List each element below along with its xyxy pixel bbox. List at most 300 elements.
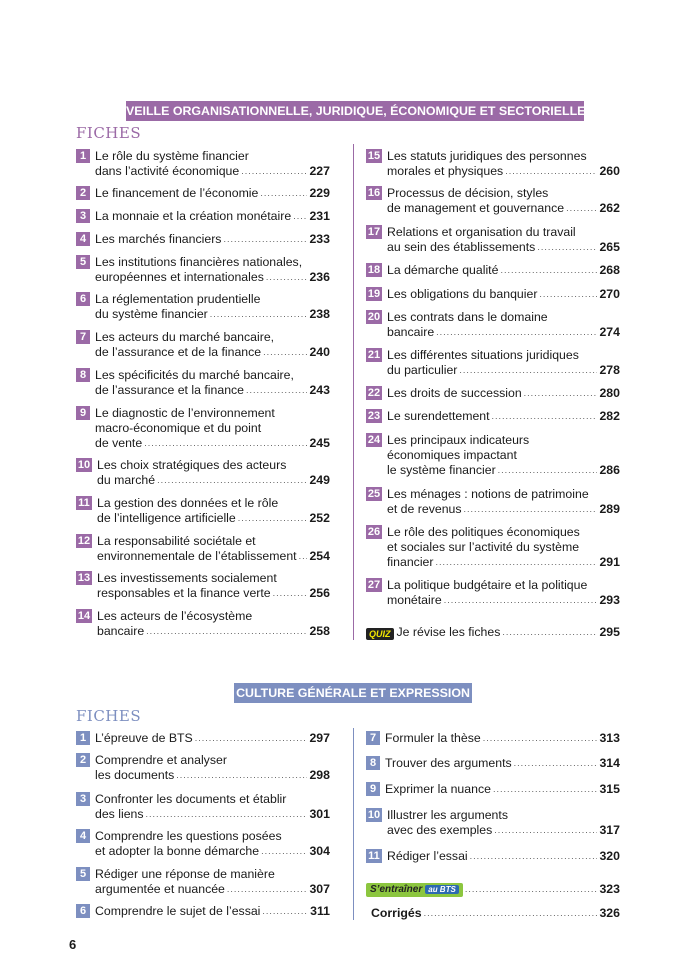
toc-entry[interactable]: [76, 186, 330, 201]
fiche-title-text: Le rôle du système financier: [95, 149, 249, 163]
fiche-title-text: bancaire: [97, 624, 145, 638]
toc-entry[interactable]: [366, 525, 620, 570]
fiche-title-text: L’épreuve de BTS: [95, 731, 193, 745]
dot-leader: [498, 463, 598, 478]
fiche-title-line: [95, 731, 330, 746]
fiche-title-text: Rédiger une réponse de manière: [95, 867, 275, 881]
fiche-number-badge: 21: [367, 349, 381, 361]
toc-entry[interactable]: [76, 406, 330, 451]
fiche-title: [95, 731, 330, 746]
section2-banner: CULTURE GÉNÉRALE ET EXPRESSION: [234, 683, 472, 703]
toc-entry[interactable]: [366, 578, 620, 608]
toc-entry[interactable]: [76, 292, 330, 322]
fiche-title: [387, 849, 620, 864]
fiche-title-text: Le diagnostic de l’environnement: [95, 406, 275, 420]
dot-leader: [299, 549, 308, 564]
fiche-title-line: [387, 409, 620, 424]
fiche-title-line: [95, 792, 330, 807]
fiche-title-text: Les marchés financiers: [95, 232, 222, 246]
toc-entry[interactable]: [366, 263, 620, 278]
fiche-title: [95, 330, 330, 360]
fiche-title-text: Les institutions financières nationales,: [95, 255, 303, 269]
dot-leader: [266, 270, 308, 285]
fiche-number-badge: 7: [76, 330, 90, 344]
page-reference: 313: [599, 731, 620, 745]
fiche-title-text: avec des exemples: [387, 823, 493, 837]
page-reference: 282: [599, 409, 620, 423]
fiche-title-text: Les acteurs du marché bancaire,: [95, 330, 275, 344]
toc-entry[interactable]: [76, 534, 330, 564]
fiche-number-badge: 10: [77, 459, 91, 471]
fiche-title: [95, 232, 330, 247]
fiche-title-text: Processus de décision, styles: [387, 186, 549, 200]
fiche-title-text: de l’assurance et la finance: [95, 383, 245, 397]
quiz-entry[interactable]: [366, 625, 620, 640]
fiche-number-badge: 1: [76, 149, 90, 163]
fiche-title-text: Le financement de l’économie: [95, 186, 259, 200]
fiche-number-badge: 23: [367, 410, 381, 422]
section1-banner: VEILLE ORGANISATIONNELLE, JURIDIQUE, ÉCONOMIQUE ET SECTORIELLE: [126, 101, 584, 121]
toc-entry[interactable]: [366, 386, 620, 401]
dot-leader: [435, 555, 597, 570]
fiche-title-line: [97, 511, 330, 526]
fiche-title-line: [387, 287, 620, 302]
page-reference: 298: [309, 768, 330, 782]
dot-leader: [246, 383, 307, 398]
fiche-title-line: [95, 232, 330, 247]
page-reference: 291: [599, 555, 620, 569]
toc-entry[interactable]: [76, 330, 330, 360]
dot-leader: [537, 240, 597, 255]
fiche-title-text: de vente: [95, 436, 143, 450]
entrainer-line: [366, 882, 620, 897]
fiche-number-badge: 19: [367, 288, 381, 300]
fiche-number-badge: 12: [77, 535, 91, 547]
page-reference: 262: [599, 201, 620, 215]
fiche-number-badge: 16: [367, 187, 381, 199]
page-reference: 236: [309, 270, 330, 284]
fiche-title-line: [95, 149, 330, 164]
toc-entry[interactable]: [76, 867, 330, 897]
fiche-number-badge: 18: [367, 264, 381, 276]
toc-entry[interactable]: [76, 792, 330, 822]
page-reference: 249: [309, 473, 330, 487]
fiche-number-badge: 6: [76, 904, 90, 918]
fiche-number-badge: 6: [76, 292, 90, 306]
toc-entry[interactable]: [366, 487, 620, 517]
toc-entry[interactable]: [366, 348, 620, 378]
page-reference: 265: [599, 240, 620, 254]
fiche-title-text: Relations et organisation du travail: [387, 225, 576, 239]
fiche-title-line: [95, 345, 330, 360]
fiche-title-text: Comprendre le sujet de l’essai: [95, 904, 261, 918]
fiche-title-text: Exprimer la nuance: [385, 782, 491, 796]
corriges-entry[interactable]: [371, 906, 620, 921]
dot-leader: [241, 164, 307, 179]
fiche-number-badge: 13: [77, 572, 91, 584]
dot-leader: [223, 232, 307, 247]
dot-leader: [464, 502, 598, 517]
fiche-title: [385, 756, 620, 771]
dot-leader: [293, 209, 307, 224]
toc-entry[interactable]: [76, 753, 330, 783]
dot-leader: [195, 731, 308, 746]
toc-entry[interactable]: [76, 209, 330, 224]
toc-entry[interactable]: [366, 782, 620, 797]
fiche-title-text: les documents: [95, 768, 175, 782]
dot-leader: [210, 307, 308, 322]
fiche-title: [97, 496, 330, 526]
toc-entry[interactable]: [76, 149, 330, 179]
fiche-title-line: [95, 406, 330, 421]
fiche-title-text: Comprendre les questions posées: [95, 829, 282, 843]
page-number: 6: [69, 937, 77, 952]
fiche-title-line: [385, 756, 620, 771]
toc-entry[interactable]: [366, 186, 620, 216]
fiche-number-badge: 3: [76, 792, 90, 806]
toc-entry[interactable]: [366, 756, 620, 771]
dot-leader: [146, 807, 308, 822]
page-reference: 274: [599, 325, 620, 339]
fiche-title-line: [387, 225, 620, 240]
page-reference: 240: [309, 345, 330, 359]
page-reference: 315: [599, 782, 620, 796]
page-reference: 280: [599, 386, 620, 400]
fiche-title-line: [385, 782, 620, 797]
toc-entry[interactable]: [76, 731, 330, 746]
entrainer-badge-sub: au BTS: [425, 885, 459, 894]
dot-leader: [483, 731, 598, 746]
fiche-number-badge: 22: [367, 387, 381, 399]
section1-divider: [353, 144, 354, 640]
fiche-number-badge: 26: [367, 526, 381, 538]
fiche-title-text: Le rôle des politiques économiques: [387, 525, 580, 539]
fiche-title-text: des liens: [95, 807, 144, 821]
fiche-title-line: [95, 421, 330, 436]
page-reference: 311: [310, 904, 330, 918]
fiche-title-line: [387, 201, 620, 216]
page-reference: 293: [599, 593, 620, 607]
fiche-title-text: La gestion des données et le rôle: [97, 496, 279, 510]
fiche-number-badge: 27: [367, 579, 381, 591]
quiz-line: [366, 625, 620, 640]
section2-divider: [353, 728, 354, 920]
fiche-number-badge: 11: [76, 496, 92, 510]
toc-entry[interactable]: [76, 609, 330, 639]
toc-entry[interactable]: [366, 310, 620, 340]
dot-leader: [500, 263, 597, 278]
corriges-label: Corrigés: [371, 906, 422, 920]
toc-entry[interactable]: [76, 904, 330, 919]
toc-entry[interactable]: [76, 829, 330, 859]
fiche-title-line: [387, 555, 620, 570]
fiche-title: [385, 731, 620, 746]
fiche-title-line: [95, 882, 330, 897]
fiche-title-line: [387, 310, 620, 325]
fiche-number-badge: 8: [366, 756, 380, 770]
fiche-title-text: Les statuts juridiques des personnes: [387, 149, 587, 163]
fiche-number-badge: 5: [76, 867, 90, 881]
fiche-title-line: [97, 609, 330, 624]
dot-leader: [436, 325, 597, 340]
fiche-title-line: [387, 463, 620, 478]
fiche-number-badge: 10: [367, 809, 381, 821]
fiche-title-line: [97, 458, 330, 473]
dot-leader: [524, 386, 598, 401]
fiche-title: [95, 904, 330, 919]
fiche-title-line: [387, 578, 620, 593]
fiche-title-line: [387, 502, 620, 517]
fiche-title: [95, 209, 330, 224]
dot-leader: [424, 906, 598, 921]
fiche-title: [95, 368, 330, 398]
toc-entry[interactable]: [366, 225, 620, 255]
fiche-title-text: La monnaie et la création monétaire: [95, 209, 292, 223]
fiche-title: [387, 348, 620, 378]
dot-leader: [459, 363, 597, 378]
page-reference: 227: [309, 164, 330, 178]
fiche-title-line: [97, 624, 330, 639]
fiche-number-badge: 11: [366, 849, 382, 863]
fiche-title: [97, 609, 330, 639]
page-reference: 320: [599, 849, 620, 863]
fiche-title-text: Les investissements socialement: [97, 571, 277, 585]
fiche-title-line: [387, 808, 620, 823]
fiche-title-line: [97, 496, 330, 511]
toc-entry[interactable]: [366, 808, 620, 838]
toc-entry[interactable]: [76, 232, 330, 247]
page-reference: 297: [309, 731, 330, 745]
fiche-number-badge: 20: [367, 311, 381, 323]
dot-leader: [260, 186, 307, 201]
fiche-title-line: [95, 164, 330, 179]
toc-entry[interactable]: [76, 458, 330, 488]
dot-leader: [514, 756, 598, 771]
fiche-title-text: de l’intelligence artificielle: [97, 511, 236, 525]
page-reference: 307: [309, 882, 330, 896]
fiche-title-line: [95, 186, 330, 201]
fiche-title-line: [387, 240, 620, 255]
fiche-title-text: Rédiger l’essai: [387, 849, 468, 863]
fiche-number-badge: 2: [76, 753, 90, 767]
fiche-title: [95, 186, 330, 201]
fiche-title-line: [95, 255, 330, 270]
page-reference: 289: [599, 502, 620, 516]
fiche-title: [95, 867, 330, 897]
page-reference: 258: [309, 624, 330, 638]
fiche-title-line: [95, 383, 330, 398]
fiche-title-text: de management et gouvernance: [387, 201, 565, 215]
fiche-title-line: [95, 330, 330, 345]
dot-leader: [566, 201, 597, 216]
fiche-title-line: [387, 448, 620, 463]
fiche-number-badge: 5: [76, 255, 90, 269]
fiche-title: [95, 792, 330, 822]
fiche-number-badge: 4: [76, 232, 90, 246]
fiche-title-text: Trouver des arguments: [385, 756, 512, 770]
fiche-title: [387, 287, 620, 302]
page-reference: 231: [309, 209, 330, 223]
toc-entry[interactable]: [366, 149, 620, 179]
fiche-title: [97, 571, 330, 601]
fiche-title-line: [95, 270, 330, 285]
fiche-title-text: morales et physiques: [387, 164, 504, 178]
fiche-title-line: [387, 849, 620, 864]
dot-leader: [470, 849, 598, 864]
toc-entry[interactable]: [366, 849, 620, 864]
page-reference: 270: [599, 287, 620, 301]
page-reference: 323: [599, 882, 620, 896]
page-reference: 314: [599, 756, 620, 770]
fiche-title-line: [95, 209, 330, 224]
fiche-title-line: [95, 867, 330, 882]
dot-leader: [539, 287, 597, 302]
dot-leader: [494, 823, 597, 838]
fiche-title-line: [387, 386, 620, 401]
fiche-title-line: [387, 149, 620, 164]
dot-leader: [238, 511, 308, 526]
fiche-number-badge: 24: [367, 434, 381, 446]
fiche-title: [387, 149, 620, 179]
toc-entry[interactable]: [76, 496, 330, 526]
fiche-title-text: le système financier: [387, 463, 496, 477]
fiche-title-text: et sociales sur l’activité du système: [387, 540, 580, 554]
fiche-title-text: Les principaux indicateurs: [387, 433, 530, 447]
fiche-title-line: [97, 586, 330, 601]
fiche-title-text: du marché: [97, 473, 156, 487]
page-reference: 254: [309, 549, 330, 563]
page-reference: 260: [599, 164, 620, 178]
fiche-title: [385, 782, 620, 797]
fiche-title-text: et de revenus: [387, 502, 462, 516]
fiche-title: [387, 310, 620, 340]
fiche-number-badge: 15: [367, 150, 381, 162]
fiche-title-text: Les différentes situations juridiques: [387, 348, 579, 362]
toc-entry[interactable]: [76, 255, 330, 285]
page-reference: 278: [599, 363, 620, 377]
fiche-title: [97, 534, 330, 564]
fiche-title-line: [387, 325, 620, 340]
fiche-number-badge: 8: [76, 368, 90, 382]
fiche-title-line: [97, 534, 330, 549]
corriges-line: [371, 906, 620, 921]
page-reference: 256: [309, 586, 330, 600]
dot-leader: [502, 625, 597, 640]
fiche-title-line: [387, 525, 620, 540]
dot-leader: [505, 164, 597, 179]
toc-entry[interactable]: [366, 731, 620, 746]
fiche-title-line: [97, 473, 330, 488]
fiche-title-line: [387, 363, 620, 378]
fiche-title: [95, 406, 330, 451]
fiche-title-line: [95, 904, 330, 919]
dot-leader: [144, 436, 307, 451]
fiche-title-text: Les choix stratégiques des acteurs: [97, 458, 287, 472]
toc-entry[interactable]: [366, 287, 620, 302]
fiche-title: [387, 409, 620, 424]
fiche-title-line: [387, 186, 620, 201]
fiche-title-text: de l’assurance et de la finance: [95, 345, 262, 359]
fiche-title-line: [95, 768, 330, 783]
page-reference: 233: [309, 232, 330, 246]
fiche-title-line: [387, 433, 620, 448]
dot-leader: [157, 473, 307, 488]
fiche-title: [95, 255, 330, 285]
fiche-title-text: environnementale de l’établissement: [97, 549, 297, 563]
fiche-title: [95, 292, 330, 322]
fiche-title-line: [387, 593, 620, 608]
fiche-title-text: Les obligations du banquier: [387, 287, 538, 301]
quiz-badge: QUIZ: [366, 628, 394, 640]
page-reference: 243: [309, 383, 330, 397]
fiche-title-text: Les ménages : notions de patrimoine: [387, 487, 589, 501]
fiche-number-badge: 7: [366, 731, 380, 745]
fiche-title-line: [97, 571, 330, 586]
fiche-number-badge: 3: [76, 209, 90, 223]
toc-entry[interactable]: [366, 409, 620, 424]
fiche-title-text: monétaire: [387, 593, 442, 607]
fiche-title-text: responsables et la finance verte: [97, 586, 271, 600]
fiche-title-line: [95, 307, 330, 322]
page-reference: 238: [309, 307, 330, 321]
dot-leader: [273, 586, 308, 601]
page-reference: 286: [599, 463, 620, 477]
fiche-title: [95, 829, 330, 859]
fiche-title-text: La démarche qualité: [387, 263, 499, 277]
fiche-number-badge: 1: [76, 731, 90, 745]
fiche-title-line: [387, 487, 620, 502]
fiche-title: [387, 186, 620, 216]
fiche-title: [95, 149, 330, 179]
fiche-title: [387, 525, 620, 570]
entrainer-entry[interactable]: [366, 882, 620, 897]
dot-leader: [263, 345, 307, 360]
fiche-title-line: [95, 436, 330, 451]
fiche-title-text: européennes et internationales: [95, 270, 264, 284]
toc-entry[interactable]: [76, 571, 330, 601]
dot-leader: [444, 593, 598, 608]
page-reference: 301: [309, 807, 330, 821]
fiche-title-text: dans l’activité économique: [95, 164, 240, 178]
fiche-title: [387, 225, 620, 255]
toc-entry[interactable]: [366, 433, 620, 478]
dot-leader: [492, 409, 598, 424]
fiche-title-line: [95, 753, 330, 768]
section1-heading: FICHES: [76, 124, 142, 142]
fiche-title-text: Comprendre et analyser: [95, 753, 227, 767]
dot-leader: [262, 904, 308, 919]
toc-entry[interactable]: [76, 368, 330, 398]
fiche-number-badge: 25: [367, 488, 381, 500]
fiche-title: [387, 433, 620, 478]
fiche-title: [387, 808, 620, 838]
dot-leader: [493, 782, 598, 797]
fiche-title-line: [385, 731, 620, 746]
fiche-title-text: Confronter les documents et établir: [95, 792, 287, 806]
fiche-title: [387, 263, 620, 278]
fiche-number-badge: 2: [76, 186, 90, 200]
dot-leader: [261, 844, 307, 859]
fiche-title-text: La politique budgétaire et la politique: [387, 578, 588, 592]
page-reference: 304: [309, 844, 330, 858]
entrainer-badge-text: S’entraîner: [370, 884, 423, 895]
page-reference: 326: [599, 906, 620, 920]
fiche-title-line: [387, 263, 620, 278]
fiche-title-line: [95, 807, 330, 822]
fiche-title-text: et adopter la bonne démarche: [95, 844, 260, 858]
fiche-title-text: macro-économique et du point: [95, 421, 262, 435]
fiche-title-line: [387, 164, 620, 179]
